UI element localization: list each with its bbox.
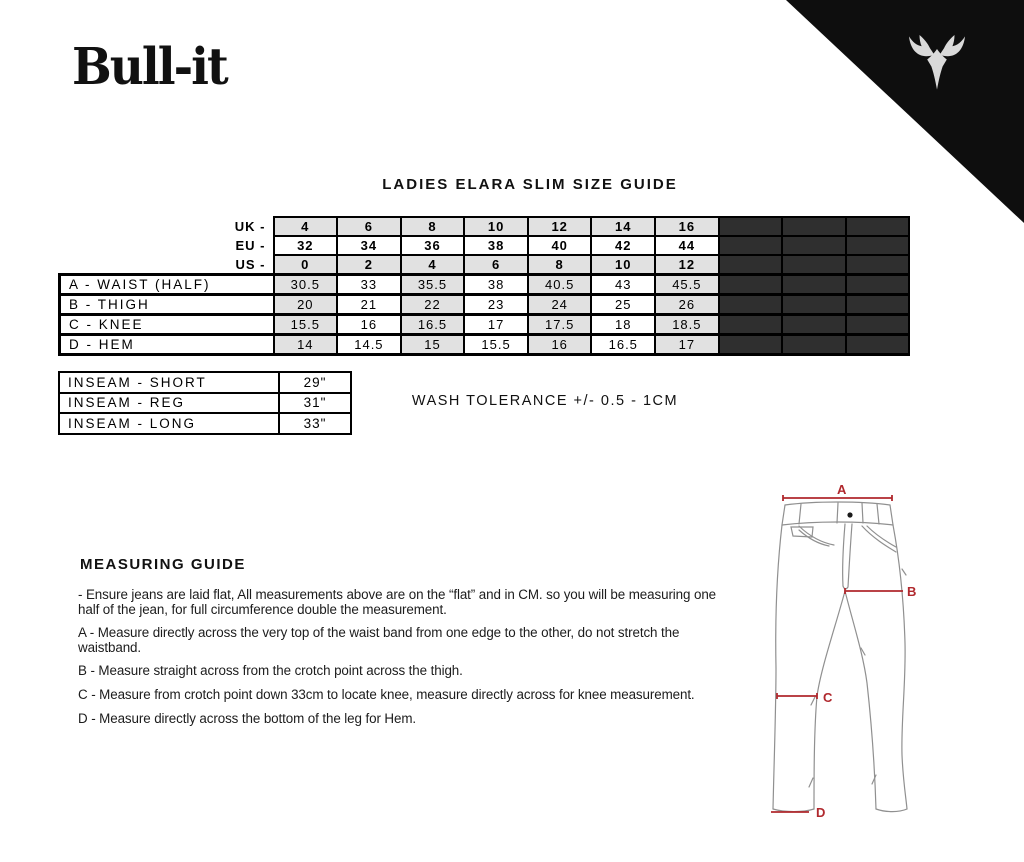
measurement-cell: 21: [337, 295, 401, 315]
size-cell: 40: [528, 236, 592, 255]
empty-dark-cell: [719, 295, 783, 315]
size-cell: 8: [401, 217, 465, 236]
measurement-cell: 15: [401, 335, 465, 355]
measurement-cell: 18: [591, 315, 655, 335]
inseam-value: 31": [279, 393, 351, 414]
size-cell: 38: [464, 236, 528, 255]
measurement-cell: 22: [401, 295, 465, 315]
measurement-cell: 26: [655, 295, 719, 315]
measurement-cell: 18.5: [655, 315, 719, 335]
measurement-cell: 17: [464, 315, 528, 335]
guide-paragraph: C - Measure from crotch point down 33cm to locate knee, measure directly across for knee measurement.: [78, 686, 695, 702]
guide-paragraph: A - Measure directly across the very top of the waist band from one edge to the other, do not stretch the waistband.: [78, 625, 680, 655]
size-cell: 14: [591, 217, 655, 236]
measurement-cell: 16.5: [401, 315, 465, 335]
size-table: [58, 216, 910, 356]
empty-dark-cell: [846, 275, 910, 295]
inseam-row: [59, 393, 351, 414]
inseam-value: 33": [279, 413, 351, 434]
region-label: EU -: [60, 236, 274, 255]
diagram-label-c: C: [823, 690, 833, 705]
measurement-cell: 45.5: [655, 275, 719, 295]
measurement-cell: 30.5: [274, 275, 338, 295]
measurement-cell: 16.5: [591, 335, 655, 355]
jeans-outline-drawing: [755, 478, 930, 850]
measurement-cell: 16: [528, 335, 592, 355]
size-cell: 36: [401, 236, 465, 255]
size-header-row: [60, 236, 910, 255]
empty-dark-cell: [782, 295, 846, 315]
size-cell: 44: [655, 236, 719, 255]
inseam-label: INSEAM - REG: [59, 393, 279, 414]
measurement-row: [60, 275, 910, 295]
empty-dark-cell: [782, 275, 846, 295]
inseam-label: INSEAM - SHORT: [59, 372, 279, 393]
size-cell: 10: [464, 217, 528, 236]
empty-dark-cell: [719, 335, 783, 355]
size-cell: 4: [401, 255, 465, 275]
empty-dark-cell: [719, 255, 783, 275]
empty-dark-cell: [782, 315, 846, 335]
measurement-cell: 38: [464, 275, 528, 295]
brand-logo: Bull-it: [72, 37, 227, 98]
measurement-label: D - HEM: [60, 335, 274, 355]
size-cell: 0: [274, 255, 338, 275]
empty-dark-cell: [782, 236, 846, 255]
measurement-cell: 17.5: [528, 315, 592, 335]
size-cell: 4: [274, 217, 338, 236]
size-cell: 2: [337, 255, 401, 275]
size-cell: 12: [655, 255, 719, 275]
measurement-cell: 24: [528, 295, 592, 315]
empty-dark-cell: [719, 236, 783, 255]
inseam-row: [59, 413, 351, 434]
measurement-cell: 14.5: [337, 335, 401, 355]
measurement-cell: 15.5: [274, 315, 338, 335]
size-cell: 16: [655, 217, 719, 236]
empty-dark-cell: [846, 295, 910, 315]
size-cell: 34: [337, 236, 401, 255]
measurement-cell: 14: [274, 335, 338, 355]
measurement-cell: 17: [655, 335, 719, 355]
empty-dark-cell: [719, 275, 783, 295]
inseam-table: [58, 371, 352, 435]
measuring-guide-text: [78, 588, 723, 735]
measuring-guide-heading: MEASURING GUIDE: [80, 556, 246, 573]
empty-dark-cell: [846, 315, 910, 335]
diagram-label-b: B: [907, 584, 917, 599]
measurement-cell: 35.5: [401, 275, 465, 295]
diagram-label-a: A: [837, 482, 847, 497]
measurement-row: [60, 295, 910, 315]
size-cell: 42: [591, 236, 655, 255]
jeans-diagram: [755, 478, 930, 850]
guide-paragraph: - Ensure jeans are laid flat, All measurements above are on the “flat” and in CM. so you will be measuring one half of the jean, for full circumference double the measurement.: [78, 587, 717, 617]
corner-triangle: [786, 0, 1024, 223]
measurement-cell: 43: [591, 275, 655, 295]
empty-dark-cell: [846, 236, 910, 255]
size-header-row: [60, 217, 910, 236]
region-label: US -: [60, 255, 274, 275]
measurement-label: A - WAIST (HALF): [60, 275, 274, 295]
empty-dark-cell: [719, 315, 783, 335]
size-cell: 12: [528, 217, 592, 236]
size-cell: 10: [591, 255, 655, 275]
inseam-row: [59, 372, 351, 393]
measurement-cell: 16: [337, 315, 401, 335]
measurement-cell: 23: [464, 295, 528, 315]
guide-paragraph: D - Measure directly across the bottom of the leg for Hem.: [78, 710, 417, 726]
measurement-label: C - KNEE: [60, 315, 274, 335]
size-cell: 6: [337, 217, 401, 236]
empty-dark-cell: [719, 217, 783, 236]
measurement-lines: [771, 495, 903, 812]
empty-dark-cell: [782, 335, 846, 355]
size-cell: 6: [464, 255, 528, 275]
wash-tolerance-note: WASH TOLERANCE +/- 0.5 - 1CM: [411, 393, 679, 409]
jeans-button: [847, 512, 852, 517]
measurement-cell: 15.5: [464, 335, 528, 355]
empty-dark-cell: [846, 217, 910, 236]
region-label: UK -: [60, 217, 274, 236]
measurement-row: [60, 315, 910, 335]
empty-dark-cell: [846, 255, 910, 275]
page-title: LADIES ELARA SLIM SIZE GUIDE: [382, 176, 678, 193]
measurement-cell: 25: [591, 295, 655, 315]
empty-dark-cell: [846, 335, 910, 355]
measurement-cell: 40.5: [528, 275, 592, 295]
inseam-value: 29": [279, 372, 351, 393]
measurement-cell: 33: [337, 275, 401, 295]
diagram-label-d: D: [816, 805, 826, 820]
corner-banner: [784, 0, 1024, 226]
guide-paragraph: B - Measure straight across from the crotch point across the thigh.: [78, 663, 463, 679]
empty-dark-cell: [782, 255, 846, 275]
size-header-row: [60, 255, 910, 275]
measurement-label: B - THIGH: [60, 295, 274, 315]
measurement-row: [60, 335, 910, 355]
empty-dark-cell: [782, 217, 846, 236]
measurement-cell: 20: [274, 295, 338, 315]
size-cell: 32: [274, 236, 338, 255]
inseam-label: INSEAM - LONG: [59, 413, 279, 434]
size-cell: 8: [528, 255, 592, 275]
